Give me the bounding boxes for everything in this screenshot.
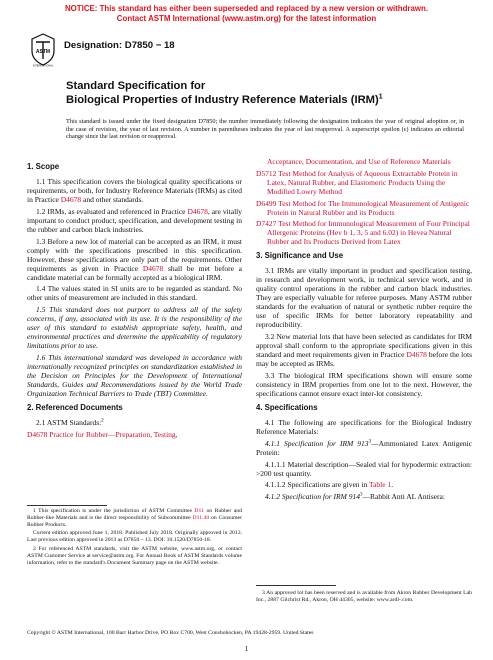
link-d6499[interactable]: D6499 [256, 198, 277, 208]
para-1-2: 1.2 IRMs, as evaluated and referenced in Practice D4678, are vitally important to conduct product, specification, and development testing in the rubber and carbon black industries. [27, 206, 242, 234]
link-d7427[interactable]: D7427 [256, 219, 277, 229]
para-3-2: 3.2 New material lots that have been selected as candidates for IRM approval shall conform to the appropriate specifications given in this standard and meet requirements given in Practice D4678 before the lots may be accepted as IRMs. [256, 332, 472, 369]
designation: Designation: D7850 − 18 [64, 40, 175, 51]
para-4-1-2: 4.1.2 Specification for IRM $914^3—Rabbit$ Anti AL Antisera: [265, 492, 445, 502]
footnote-2: 2 For referenced ASTM standards, visit the ASTM website, www.astm.org, or contact ASTM Customer Service at service@astm.org. For Annual Book of ASTM Standards volume information, refer to the standard's Document Summary page on the ASTM website. [27, 545, 242, 566]
para-1-5: 1.5 This standard does not purport to address all of the safety concerns, if any, associated with its use. It is the responsibility of the user of this standard to establish appropriate safety, health, and environmental practices and determine the applicability of regulatory limitations prior to use. [27, 305, 242, 351]
footnote-1-edition: Current edition approved June 1, 2018. Published July 2018. Originally approved in 2013. Last previous edition approved in 2013 as D7850 – 13. DOI: 10.1520/D7850-18. [27, 530, 242, 544]
para-4-1: 4.1 The following are specifications for the Biological Industry Reference Materials: [256, 417, 472, 436]
document-title [66, 80, 446, 107]
para-4-1-1-2: 4.1.1.2 Specifications are given in Table 1. [265, 480, 394, 490]
issue-note: This standard is issued under the fixed designation D7850; the number immediately following the designation indicates the year of original adoption or, in the case of revision, the year of last revision. A number in parentheses indicates the year of last reapproval. A superscript epsilon (ε) indicates an editorial change since the last revision or reapproval. [66, 118, 464, 141]
section-heading-referenced-documents: 2. Referenced Documents [27, 402, 123, 412]
para-1-4: 1.4 The values stated in SI units are to be regarded as standard. No other units of measurement are included in this standard. [27, 284, 242, 303]
link-d4678[interactable]: D4678 [142, 263, 164, 273]
notice-line-2: Contact ASTM International (www.astm.org) for the latest information [116, 13, 377, 23]
page-number: 1 [244, 644, 249, 653]
section-heading-significance: 3. Significance and Use [256, 251, 344, 261]
link-d11[interactable]: D11 [194, 508, 205, 514]
link-d4678[interactable]: D4678 [187, 206, 208, 216]
link-d4678[interactable]: D4678 [60, 195, 82, 204]
footnote-1: 1 This specification is under the jurisdiction of ASTM Committee D11 on Rubber and Rubber-like Materials and is the direct responsibility of Subcommittee D11.40 on Consumer Rubber Products. [27, 508, 242, 528]
link-table-1[interactable]: Table 1 [369, 480, 392, 490]
footnote-3: 3 An approved lot has been reserved and is available from Akron Rubber Development Lab Inc., 2887 Gilchrist Rd., Akron, OH 44305, website: www.ardl-.com. [256, 590, 472, 603]
notice-line-1: NOTICE: This standard has either been superseded and replaced by a new version or withdrawn. [64, 4, 429, 13]
section-heading-specifications: 4. Specifications [256, 402, 318, 412]
para-1-1: 1.1 This specification covers the biological quality specifications or requirements, or both, for Industry Reference Materials (IRMs) as cited in Practice D4678 and other standards. [27, 177, 242, 204]
para-3-3: 3.3 The biological IRM specifications shown will ensure some consistency in IRM properties from one lot to the next. However, the specifications cannot ensure exact inter-lot consistency. [256, 370, 472, 398]
astm-logo-icon [30, 33, 56, 67]
footnote-divider-right [256, 585, 336, 586]
para-1-3: 1.3 Before a new lot of material can be accepted as an IRM, it must comply with the specifications prescribed in this specification. However, these specifications are only part of the requirements. Other requirements as given in Practice D4678 shall be met before a candidate material can be formally accepted as a biological IRM. [27, 236, 242, 282]
logo-subtext: INTERNATIONAL [32, 64, 54, 67]
link-d4678-ref[interactable]: D4678 [27, 429, 48, 439]
right-column [256, 157, 472, 504]
footnotes-right [256, 590, 472, 605]
link-d11-40[interactable]: D11.40 [192, 514, 210, 521]
title-line-1: Standard Specification for [66, 80, 206, 92]
para-1-6: 1.6 This international standard was developed in accordance with internationally recognized principles on standardization established in the Decision on Principles for the Development of International Standards, Guides and Recommendations issued by the World Trade Organization Technical Barriers to Trade (TBT) Committee. [27, 352, 242, 398]
para-2-1: 2.1 ASTM Standards:$^2$ [36, 417, 104, 427]
reference-d5712: D5712 Test Method for Analysis of Aqueous Extractable Protein in Latex, Natural Rubber, and Elastomeric Products Using the Modified Lowry Method [256, 168, 458, 196]
reference-d4678: D4678 Practice for Rubber—Preparation, Testing, [27, 429, 178, 439]
reference-d4678-continued: Acceptance, Documentation, and Use of Reference Materials [267, 157, 451, 166]
link-d4678[interactable]: D4678 [406, 350, 427, 360]
para-4-1-1-1: 4.1.1.1 Material description—Sealed vial for hypodermic extraction: >200 test quantity. [256, 459, 472, 478]
reference-d7427: D7427 Test Method for Immunological Measurement of Four Principal Allergenic Proteins (Hev b 1, 3, 5 and 6.02) in Hevea Natural Rubber and Its Products Derived from Latex [256, 219, 470, 247]
section-heading-scope: 1. Scope [27, 162, 60, 171]
copyright-line: Copyright © ASTM International, 100 Barr Harbor Drive, PO Box C700, West Conshohocken, PA 19428-2959. United States [27, 630, 314, 636]
para-3-1: 3.1 IRMs are vitally important in product and specification testing, in research and development work, in technical service work, and in quality control operations in the rubber and carbon black industries. They are especially valuable for referee purposes. Many ASTM rubber standards for the evaluation of natural or synthetic rubber require the use of specific IRMs for better laboratory repeatability and reproducibility. [256, 266, 472, 330]
footnotes-left [27, 508, 242, 568]
left-column [27, 157, 242, 442]
withdrawal-notice [0, 4, 493, 23]
para-4-1-1: 4.1.1 Specification for IRM $913^3—Ammoniated$ Latex Antigenic Protein: [256, 438, 472, 457]
title-footnote-mark: 1 [378, 92, 383, 100]
link-d5712[interactable]: D5712 [256, 168, 277, 178]
footnote-divider [27, 505, 107, 506]
reference-d6499: D6499 Test Method for The Immunological Measurement of Antigenic Protein in Natural Rubber and its Products [256, 198, 470, 217]
logo-text: ASTM [35, 49, 51, 55]
title-line-2: Biological Properties of Industry Reference Materials (IRM)$^1$ [66, 92, 383, 106]
